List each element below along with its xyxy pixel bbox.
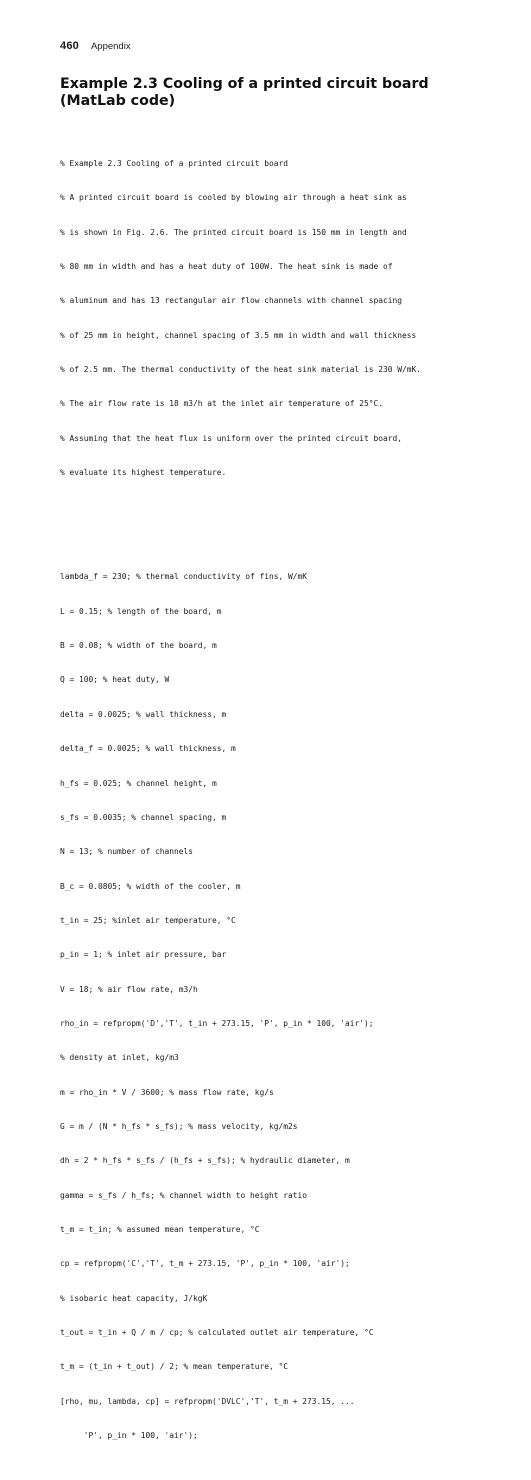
code-line: gamma = s_fs / h_fs; % channel width to height ratio bbox=[60, 1190, 308, 1200]
code-line: B_c = 0.0805; % width of the cooler, m bbox=[60, 881, 241, 891]
code-line: t_m = (t_in + t_out) / 2; % mean temperature, °C bbox=[60, 1362, 289, 1372]
code-line: delta = 0.0025; % wall thickness, m bbox=[60, 709, 227, 719]
code-line: % is shown in Fig. 2.6. The printed circuit board is 150 mm in length and bbox=[60, 227, 407, 237]
code-line: 'P', p_in * 100, 'air'); bbox=[60, 1431, 198, 1441]
code-line: % of 2.5 mm. The thermal conductivity of the heat sink material is 230 W/mK. bbox=[60, 365, 422, 375]
code-listing bbox=[60, 120, 480, 1480]
code-line: t_in = 25; %inlet air temperature, °C bbox=[60, 915, 236, 925]
section-name: Appendix bbox=[90, 41, 131, 52]
example-title-line-2: (MatLab code) bbox=[60, 93, 176, 109]
code-line: m = rho_in * V / 3600; % mass flow rate, kg/s bbox=[60, 1087, 274, 1097]
code-line: V = 18; % air flow rate, m3/h bbox=[60, 984, 198, 994]
code-block bbox=[60, 551, 480, 1462]
code-line: Q = 100; % heat duty, W bbox=[60, 675, 170, 685]
code-line: dh = 2 * h_fs * s_fs / (h_fs + s_fs); % hydraulic diameter, m bbox=[60, 1156, 350, 1166]
code-line: % Assuming that the heat flux is uniform over the printed circuit board, bbox=[60, 433, 403, 443]
code-line: % aluminum and has 13 rectangular air flow channels with channel spacing bbox=[60, 296, 403, 306]
code-line: % A printed circuit board is cooled by blowing air through a heat sink as bbox=[60, 193, 407, 203]
example-title bbox=[60, 76, 490, 110]
code-line: [rho, mu, lambda, cp] = refpropm('DVLC','T', t_m + 273.15, ... bbox=[60, 1396, 355, 1406]
code-line: % density at inlet, kg/m3 bbox=[60, 1053, 179, 1063]
code-line: % of 25 mm in height, channel spacing of 3.5 mm in width and wall thickness bbox=[60, 330, 417, 340]
code-line: B = 0.08; % width of the board, m bbox=[60, 641, 217, 651]
code-line: % The air flow rate is 18 m3/h at the inlet air temperature of 25°C. bbox=[60, 399, 384, 409]
code-line: % isobaric heat capacity, J/kgK bbox=[60, 1293, 208, 1303]
code-line: t_m = t_in; % assumed mean temperature, °C bbox=[60, 1224, 260, 1234]
code-line: h_fs = 0.025; % channel height, m bbox=[60, 778, 217, 788]
code-line: s_fs = 0.0035; % channel spacing, m bbox=[60, 812, 227, 822]
code-line: t_out = t_in + Q / m / cp; % calculated outlet air temperature, °C bbox=[60, 1328, 374, 1337]
code-line: % 80 mm in width and has a heat duty of 100W. The heat sink is made of bbox=[60, 262, 393, 272]
code-line: p_in = 1; % inlet air pressure, bar bbox=[60, 950, 227, 960]
code-line: N = 13; % number of channels bbox=[60, 847, 194, 857]
code-line: cp = refpropm('C','T', t_m + 273.15, 'P', p_in * 100, 'air'); bbox=[60, 1259, 350, 1269]
code-line: % Example 2.3 Cooling of a printed circuit board bbox=[60, 159, 289, 168]
code-line: lambda_f = 230; % thermal conductivity of fins, W/mK bbox=[60, 572, 308, 582]
example-title-line-1: Example 2.3 Cooling of a printed circuit board bbox=[60, 76, 429, 92]
running-header bbox=[60, 40, 131, 54]
code-line: delta_f = 0.0025; % wall thickness, m bbox=[60, 744, 236, 754]
blank-line bbox=[60, 517, 480, 533]
code-line: G = m / (N * h_fs * s_fs); % mass velocity, kg/m2s bbox=[60, 1121, 298, 1131]
comment-block bbox=[60, 138, 480, 499]
code-line: rho_in = refpropm('D','T', t_in + 273.15, 'P', p_in * 100, 'air'); bbox=[60, 1018, 374, 1028]
code-line: L = 0.15; % length of the board, m bbox=[60, 606, 222, 616]
page-number: 460 bbox=[60, 40, 79, 52]
code-line: % evaluate its highest temperature. bbox=[60, 468, 227, 478]
